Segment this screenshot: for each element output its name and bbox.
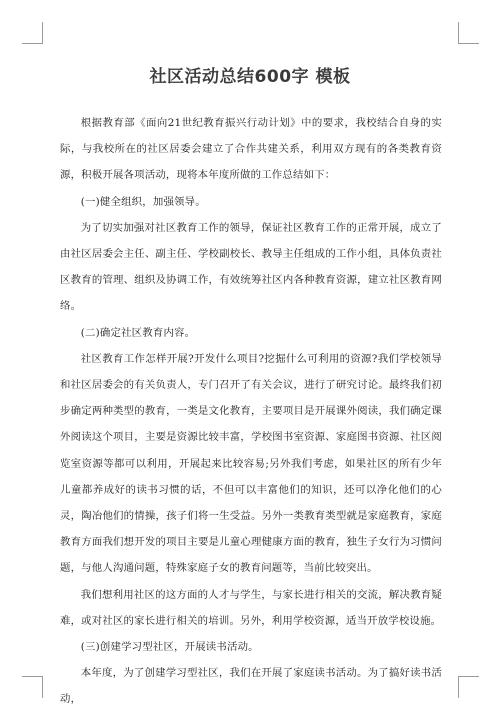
paragraph-intro: 根据教育部《面向21世纪教育振兴行动计划》中的要求，我校结合自身的实际，与我校所在的社区居委会建立了合作共建关系，利用双方现有的各类教育资源，积极开展各项活动，现将本年度所做的工作总结如下： [60, 117, 442, 182]
crop-mark-bottom-left [22, 676, 43, 677]
crop-mark-top-left [42, 22, 43, 44]
paragraph-resources: 我们想利用社区的这方面的人才与学生，与家长进行相关的交流，解决教育疑难，或对社区的家长进行相关的培训。另外，利用学校资源，适当开放学校设施。 [60, 588, 442, 627]
document-body [60, 110, 442, 713]
paragraph-reading: 本年度，为了创建学习型社区，我们在开展了家庭读书活动。为了搞好读书活动， [60, 667, 442, 706]
paragraph-content: 社区教育工作怎样开展?开发什么项目?挖掘什么可利用的资源?我们学校领导和社区居委会的有关负责人，专门召开了有关会议，进行了研究讨论。最终我们初步确定两种类型的教育，一类是文化教育，主要项目是开展课外阅读，我们确定课外阅读这个项目，主要是资源比较丰富，学校图书室资源、家庭图书资源、社区阅览室资源等都可以利用，开展起来比较容易;另外我们考虑，如果社区的所有少年儿童都养成好的读书习惯的话，不但可以丰富他们的知识，还可以净化他们的心灵，陶冶他们的情操，孩子们将一生受益。另外一类教育类型就是家庭教育，家庭教育方面我们想开发的项目主要是儿童心理健康方面的教育，独生子女行为习惯问题，与他人沟通问题，特殊家庭子女的教育问题等，当前比较突出。 [60, 352, 442, 575]
crop-mark-top-left [22, 43, 43, 44]
crop-mark-bottom-right [458, 676, 479, 677]
paragraph-organization: 为了切实加强对社区教育工作的领导，保证社区教育工作的正常开展，成立了由社区居委会主任、副主任、学校副校长、教导主任组成的工作小组，具体负责社区教育的管理、组织及协调工作，有效统筹社区内各种教育资源，建立社区教育网络。 [60, 221, 442, 313]
crop-mark-top-right [458, 22, 459, 44]
document-title: 社区活动总结600字 模板 [149, 67, 351, 87]
section-heading-2: (二)确定社区教育内容。 [80, 326, 196, 339]
section-heading-3: (三)创建学习型社区，开展读书活动。 [80, 641, 259, 654]
section-heading-1: (一)健全组织，加强领导。 [80, 195, 206, 208]
crop-mark-bottom-right [458, 676, 459, 698]
crop-mark-bottom-left [42, 676, 43, 698]
crop-mark-top-right [458, 43, 479, 44]
